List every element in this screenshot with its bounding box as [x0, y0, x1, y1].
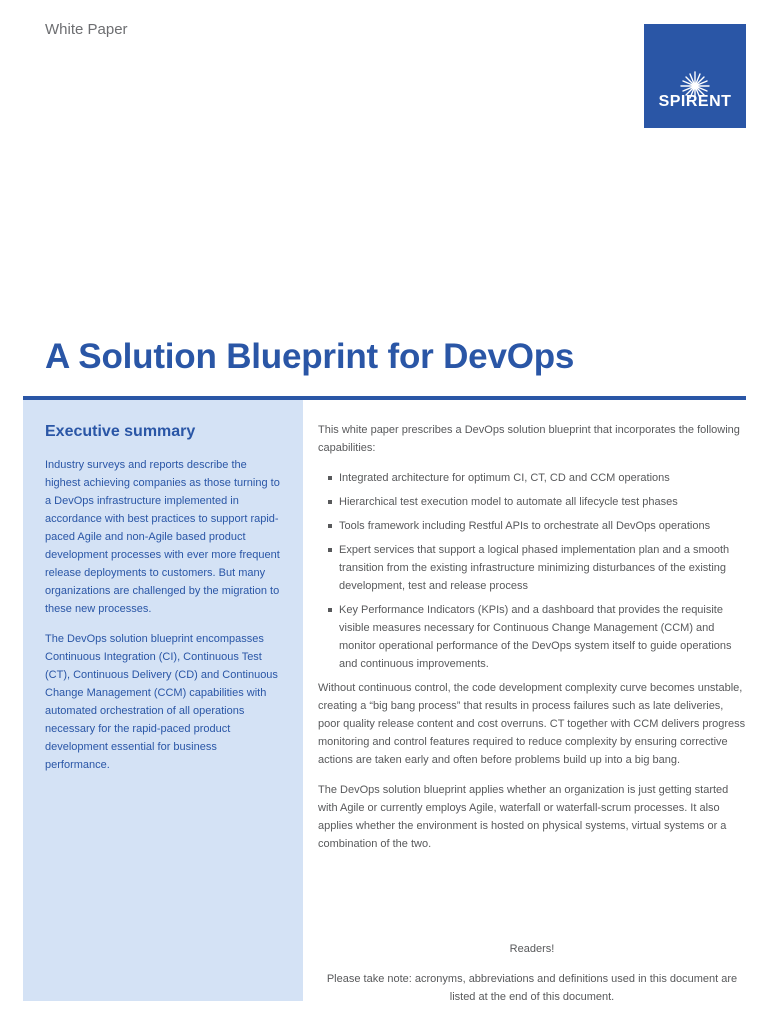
bullet-icon: [328, 548, 332, 552]
list-item-text: Tools framework including Restful APIs to orchestrate all DevOps operations: [339, 520, 711, 532]
body-paragraph: Without continuous control, the code development complexity curve becomes unstable, creating a “big bang process” that results in process failures such as late deliveries, poor quality release content and cost overruns. CT together with CCM delivers progress monitoring and control features required to reduce complexity by ensuring corrective actions are taken early and often before problems build up into a big bang.: [318, 682, 746, 766]
readers-note-text: Please take note: acronyms, abbreviations and definitions used in this document are listed at the end of this document.: [326, 973, 738, 1003]
list-item: [318, 469, 746, 487]
readers-heading: Readers!: [509, 943, 555, 955]
list-item-text: Integrated architecture for optimum CI, CT, CD and CCM operations: [339, 472, 670, 484]
page-title: A Solution Blueprint for DevOps: [45, 337, 575, 376]
body-paragraph: The DevOps solution blueprint applies whether an organization is just getting started with Agile or currently employs Agile, waterfall or waterfall-scrum processes. It also applies whether the environment is hosted on physical systems, virtual systems or a combination of the two.: [318, 784, 729, 850]
logo-wordmark: SPIRENT: [658, 93, 732, 110]
spirent-logo: [644, 24, 746, 128]
executive-summary-paragraph: The DevOps solution blueprint encompasses Continuous Integration (CI), Continuous Test (CT), Continuous Delivery (CD) and Continuous Change Management (CCM) capabilities with automated orchestration of all operations necessary for the rapid-paced product development essential for business performance.: [45, 633, 278, 771]
executive-summary-heading: Executive summary: [45, 423, 196, 440]
executive-summary-paragraph: Industry surveys and reports describe the highest achieving companies as those turning to a DevOps infrastructure implemented in accordance with best practices to support rapid-paced Agile and non-Agile based product development processes with ever more frequent release deployments to customers. But many organizations are challenged by the migration to these new processes.: [45, 459, 280, 615]
list-item: [318, 517, 746, 535]
list-item-text: Key Performance Indicators (KPIs) and a dashboard that provides the requisite visible measures necessary for Continuous Change Management (CCM) and monitor operational performance of the DevOps system itself to guide operations and continuous improvements.: [339, 604, 732, 670]
bullet-icon: [328, 476, 332, 480]
bullet-icon: [328, 500, 332, 504]
intro-paragraph: This white paper prescribes a DevOps solution blueprint that incorporates the following capabilities:: [318, 424, 740, 454]
document-type-label: White Paper: [45, 21, 128, 38]
capabilities-list: [318, 469, 746, 673]
list-item: [318, 493, 746, 511]
list-item: [318, 601, 746, 673]
bullet-icon: [328, 524, 332, 528]
list-item-text: Hierarchical test execution model to automate all lifecycle test phases: [339, 496, 678, 508]
spirent-star-icon: [644, 24, 746, 128]
list-item-text: Expert services that support a logical phased implementation plan and a smooth transition from the existing infrastructure minimizing disturbances of the existing development, test and release process: [339, 544, 730, 592]
main-content: [318, 421, 746, 853]
bullet-icon: [328, 608, 332, 612]
list-item: [318, 541, 746, 595]
readers-note: [318, 940, 746, 1006]
